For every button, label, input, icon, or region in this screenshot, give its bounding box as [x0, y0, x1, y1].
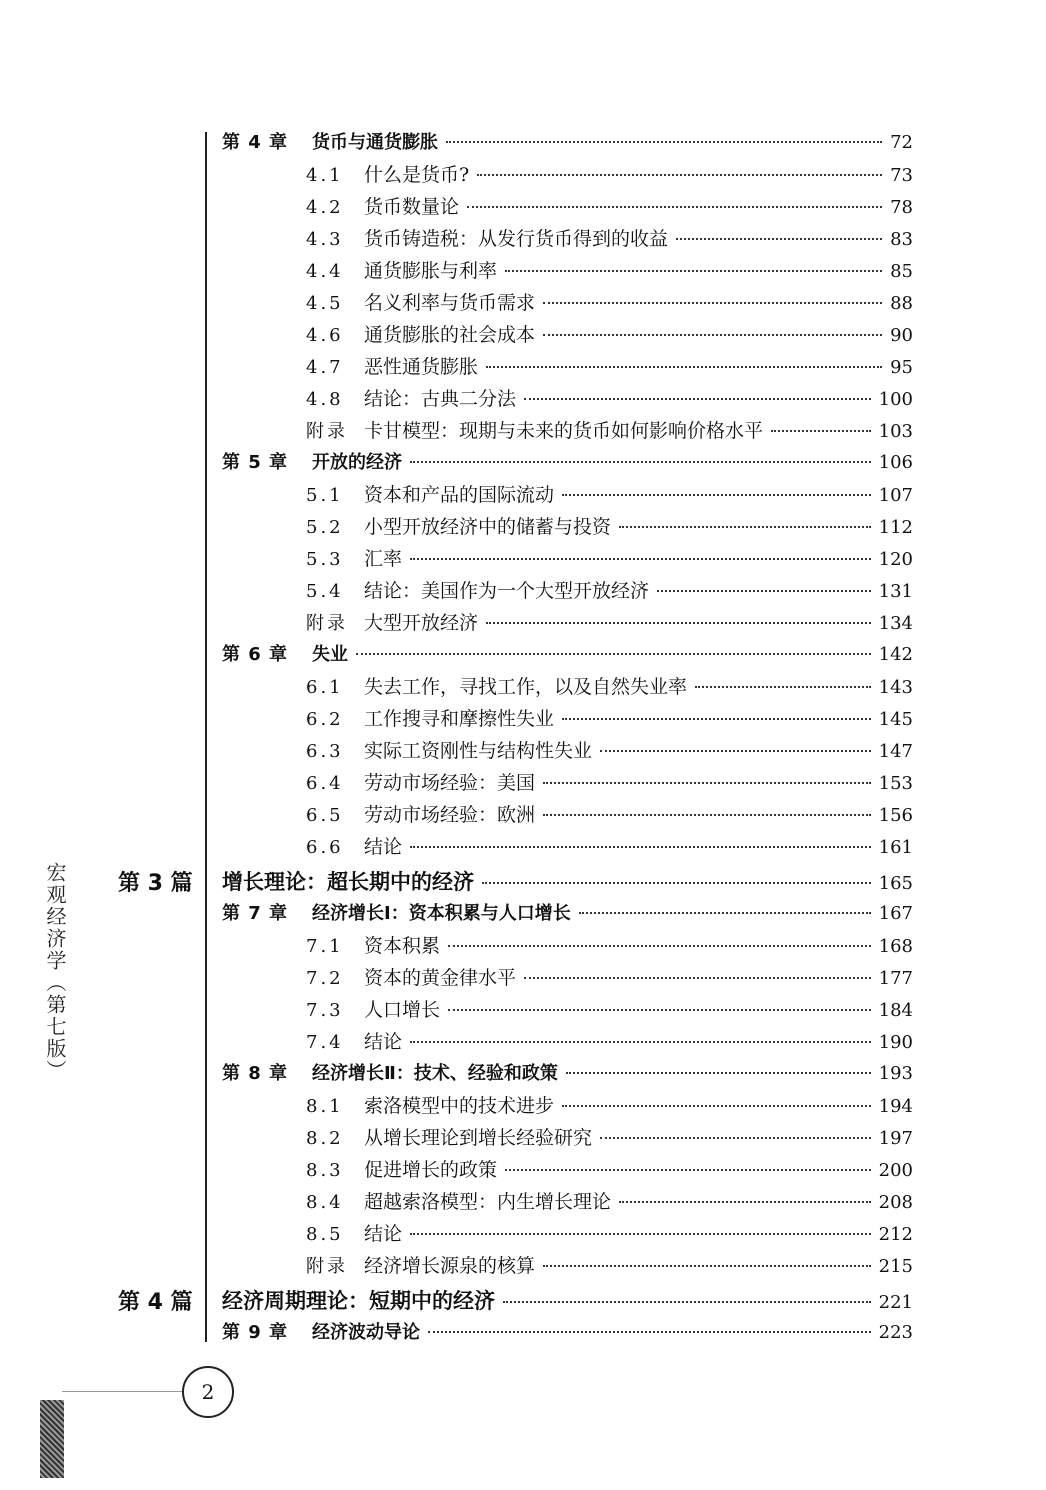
toc-number: 第 6 章: [222, 644, 289, 665]
toc-page-number: 83: [890, 229, 913, 250]
toc-title: 失业: [312, 644, 348, 665]
dot-leader: [562, 494, 871, 496]
toc-section-row[interactable]: [306, 416, 913, 448]
toc-title: 小型开放经济中的储蓄与投资: [364, 516, 612, 538]
dot-leader: [505, 270, 882, 272]
toc-page-number: 184: [878, 1000, 913, 1021]
dot-leader: [562, 718, 871, 720]
toc-page-number: 112: [878, 517, 913, 538]
dot-leader: [524, 977, 871, 979]
toc-title: 经济波动导论: [312, 1322, 420, 1343]
dot-leader: [562, 1105, 871, 1107]
toc-title: 经济增长源泉的核算: [364, 1255, 536, 1277]
vertical-divider: [205, 132, 207, 1342]
toc-chapter-row[interactable]: [222, 448, 913, 480]
toc-title: 结论：美国作为一个大型开放经济: [364, 580, 650, 602]
toc-number: 8.1: [306, 1096, 344, 1117]
toc-page-number: 221: [878, 1292, 913, 1313]
toc-page-number: 106: [878, 452, 913, 473]
toc-page-number: 100: [878, 389, 913, 410]
dot-leader: [619, 526, 871, 528]
toc-title: 结论: [364, 1223, 403, 1245]
toc-number: 4.8: [306, 389, 344, 410]
toc-number: 6.6: [306, 837, 344, 858]
toc-title: 通货膨胀的社会成本: [364, 324, 536, 346]
toc-section-row[interactable]: [306, 544, 913, 576]
book-side-title: 宏观经济学（第七版）: [43, 862, 67, 1082]
dot-leader: [524, 398, 871, 400]
toc-chapter-row[interactable]: [222, 1318, 913, 1350]
toc-number: 7.1: [306, 936, 344, 957]
toc-section-row[interactable]: [306, 1219, 913, 1251]
toc-section-row[interactable]: [306, 384, 913, 416]
toc-title: 货币数量论: [364, 196, 460, 218]
toc-title: 结论: [364, 1031, 403, 1053]
dot-leader: [600, 750, 871, 752]
page-number-badge: 2: [182, 1366, 234, 1418]
dot-leader: [505, 1169, 871, 1171]
toc-page-number: 200: [878, 1160, 913, 1181]
toc-page-number: 193: [878, 1063, 913, 1084]
dot-leader: [771, 430, 871, 432]
dot-leader: [579, 912, 871, 914]
toc-section-row[interactable]: [306, 512, 913, 544]
toc-title: 什么是货币?: [364, 164, 470, 186]
toc-chapter-row[interactable]: [222, 1059, 913, 1091]
toc-section-row[interactable]: [306, 160, 913, 192]
toc-number: 7.2: [306, 968, 344, 989]
dot-leader: [695, 686, 871, 688]
toc-part-row[interactable]: [222, 1285, 913, 1317]
toc-title: 增长理论：超长期中的经济: [222, 870, 474, 894]
toc-section-row[interactable]: [306, 1251, 913, 1283]
toc-title: 资本的黄金律水平: [364, 967, 517, 989]
toc-page-number: 153: [878, 773, 913, 794]
dot-leader: [619, 1201, 871, 1203]
toc-number: 5.3: [306, 549, 344, 570]
dot-leader: [486, 366, 882, 368]
toc-title: 名义利率与货币需求: [364, 292, 536, 314]
toc-page-number: 177: [878, 968, 913, 989]
toc-title: 促进增长的政策: [364, 1159, 498, 1181]
toc-section-row[interactable]: [306, 832, 913, 864]
toc-number: 第 5 章: [222, 452, 289, 473]
toc-number: 4.6: [306, 325, 344, 346]
toc-number: 6.2: [306, 709, 344, 730]
toc-page-number: 145: [878, 709, 913, 730]
toc-title: 结论：古典二分法: [364, 388, 517, 410]
dot-leader: [503, 1301, 871, 1303]
toc-section-row[interactable]: [306, 704, 913, 736]
toc-section-row[interactable]: [306, 1155, 913, 1187]
dot-leader: [410, 1233, 871, 1235]
toc-section-row[interactable]: [306, 1091, 913, 1123]
dot-leader: [676, 238, 882, 240]
dot-leader: [410, 846, 871, 848]
dot-leader: [410, 1041, 871, 1043]
toc-page-number: 161: [878, 837, 913, 858]
toc-number: 8.4: [306, 1192, 344, 1213]
toc-chapter-row[interactable]: [222, 128, 913, 160]
toc-page-number: 208: [878, 1192, 913, 1213]
toc-number: 第 4 章: [222, 132, 289, 153]
toc-section-row[interactable]: [306, 963, 913, 995]
toc-number: 第 7 章: [222, 903, 289, 924]
toc-number: 7.4: [306, 1032, 344, 1053]
toc-title: 从增长理论到增长经验研究: [364, 1127, 593, 1149]
dot-leader: [543, 782, 871, 784]
scan-edge-mark: [40, 1400, 64, 1478]
dot-leader: [410, 558, 871, 560]
toc-page-number: 134: [878, 613, 913, 634]
toc-number: 5.1: [306, 485, 344, 506]
toc-number: 4.7: [306, 357, 344, 378]
toc-number: 4.2: [306, 197, 344, 218]
toc-page-number: 103: [878, 421, 913, 442]
toc-title: 工作搜寻和摩擦性失业: [364, 708, 555, 730]
toc-title: 货币铸造税：从发行货币得到的收益: [364, 228, 669, 250]
toc-page-number: 197: [878, 1128, 913, 1149]
toc-section-row[interactable]: [306, 192, 913, 224]
toc-title: 劳动市场经验：欧洲: [364, 804, 536, 826]
toc-page-number: 72: [890, 132, 913, 153]
toc-number: 8.5: [306, 1224, 344, 1245]
dot-leader: [448, 1009, 871, 1011]
toc-page-number: 215: [878, 1256, 913, 1277]
toc-page-number: 223: [878, 1322, 913, 1343]
toc-page-number: 88: [890, 293, 913, 314]
toc-page-number: 78: [890, 197, 913, 218]
toc-title: 劳动市场经验：美国: [364, 772, 536, 794]
dot-leader: [657, 590, 871, 592]
toc-number: 附录: [306, 421, 348, 442]
dot-leader: [543, 814, 871, 816]
toc-title: 卡甘模型：现期与未来的货币如何影响价格水平: [364, 420, 764, 442]
toc-section-row[interactable]: [306, 224, 913, 256]
toc-title: 大型开放经济: [364, 612, 479, 634]
toc-number: 附录: [306, 613, 348, 634]
toc-number: 第 8 章: [222, 1063, 289, 1084]
toc-number: 5.2: [306, 517, 344, 538]
toc-section-row[interactable]: [306, 1027, 913, 1059]
part-label: 第 4 篇: [118, 1290, 193, 1315]
toc-section-row[interactable]: [306, 1123, 913, 1155]
toc-section-row[interactable]: [306, 1187, 913, 1219]
toc-title: 实际工资刚性与结构性失业: [364, 740, 593, 762]
toc-title: 恶性通货膨胀: [364, 356, 479, 378]
toc-section-row[interactable]: [306, 352, 913, 384]
toc-number: 6.5: [306, 805, 344, 826]
toc-number: 附录: [306, 1256, 348, 1277]
toc-section-row[interactable]: [306, 480, 913, 512]
toc-number: 8.3: [306, 1160, 344, 1181]
dot-leader: [448, 945, 871, 947]
dot-leader: [428, 1331, 871, 1333]
toc-title: 货币与通货膨胀: [312, 132, 438, 153]
toc-page-number: 73: [890, 165, 913, 186]
dot-leader: [446, 141, 882, 143]
toc-section-row[interactable]: [306, 995, 913, 1027]
toc-page-number: 190: [878, 1032, 913, 1053]
toc-title: 汇率: [364, 548, 403, 570]
toc-page-number: 120: [878, 549, 913, 570]
toc-page-number: 212: [878, 1224, 913, 1245]
dot-leader: [566, 1072, 871, 1074]
toc-page-number: 90: [890, 325, 913, 346]
part-label: 第 3 篇: [118, 871, 193, 896]
toc-number: 6.4: [306, 773, 344, 794]
dot-leader: [543, 334, 882, 336]
toc-number: 4.5: [306, 293, 344, 314]
toc-title: 开放的经济: [312, 452, 402, 473]
toc-section-row[interactable]: [306, 931, 913, 963]
toc-part-row[interactable]: [222, 866, 913, 898]
toc-title: 资本积累: [364, 935, 441, 957]
toc-number: 4.4: [306, 261, 344, 282]
toc-number: 第 9 章: [222, 1322, 289, 1343]
dot-leader: [410, 461, 871, 463]
toc-number: 6.1: [306, 677, 344, 698]
toc-chapter-row[interactable]: [222, 640, 913, 672]
toc-number: 5.4: [306, 581, 344, 602]
dot-leader: [482, 882, 871, 884]
toc-page-number: 107: [878, 485, 913, 506]
toc-section-row[interactable]: [306, 768, 913, 800]
toc-title: 失去工作，寻找工作，以及自然失业率: [364, 676, 688, 698]
toc-page-number: 142: [878, 644, 913, 665]
toc-page-number: 131: [878, 581, 913, 602]
toc-page-number: 168: [878, 936, 913, 957]
toc-section-row[interactable]: [306, 320, 913, 352]
toc-number: 6.3: [306, 741, 344, 762]
toc-page-number: 194: [878, 1096, 913, 1117]
dot-leader: [477, 174, 882, 176]
dot-leader: [486, 622, 871, 624]
toc-number: 4.3: [306, 229, 344, 250]
toc-title: 资本和产品的国际流动: [364, 484, 555, 506]
toc-number: 4.1: [306, 165, 344, 186]
toc-title: 经济增长Ⅰ：资本积累与人口增长: [312, 903, 571, 924]
toc-page-number: 95: [890, 357, 913, 378]
toc-section-row[interactable]: [306, 672, 913, 704]
toc-section-row[interactable]: [306, 736, 913, 768]
toc-page-number: 156: [878, 805, 913, 826]
bottom-rule: [62, 1391, 182, 1392]
toc-section-row[interactable]: [306, 576, 913, 608]
dot-leader: [543, 302, 882, 304]
toc-section-row[interactable]: [306, 800, 913, 832]
dot-leader: [600, 1137, 871, 1139]
toc-title: 经济增长Ⅱ：技术、经验和政策: [312, 1063, 558, 1084]
toc-section-row[interactable]: [306, 256, 913, 288]
toc-section-row[interactable]: [306, 608, 913, 640]
toc-page-number: 167: [878, 903, 913, 924]
dot-leader: [467, 206, 882, 208]
toc-title: 超越索洛模型：内生增长理论: [364, 1191, 612, 1213]
toc-title: 经济周期理论：短期中的经济: [222, 1289, 495, 1313]
toc-number: 7.3: [306, 1000, 344, 1021]
toc-title: 人口增长: [364, 999, 441, 1021]
toc-chapter-row[interactable]: [222, 899, 913, 931]
toc-page-number: 147: [878, 741, 913, 762]
toc-page-number: 165: [878, 873, 913, 894]
toc-title: 索洛模型中的技术进步: [364, 1095, 555, 1117]
toc-title: 通货膨胀与利率: [364, 260, 498, 282]
toc-page-number: 85: [890, 261, 913, 282]
dot-leader: [543, 1265, 871, 1267]
dot-leader: [356, 653, 871, 655]
toc-title: 结论: [364, 836, 403, 858]
toc-number: 8.2: [306, 1128, 344, 1149]
toc-section-row[interactable]: [306, 288, 913, 320]
toc-page-number: 143: [878, 677, 913, 698]
